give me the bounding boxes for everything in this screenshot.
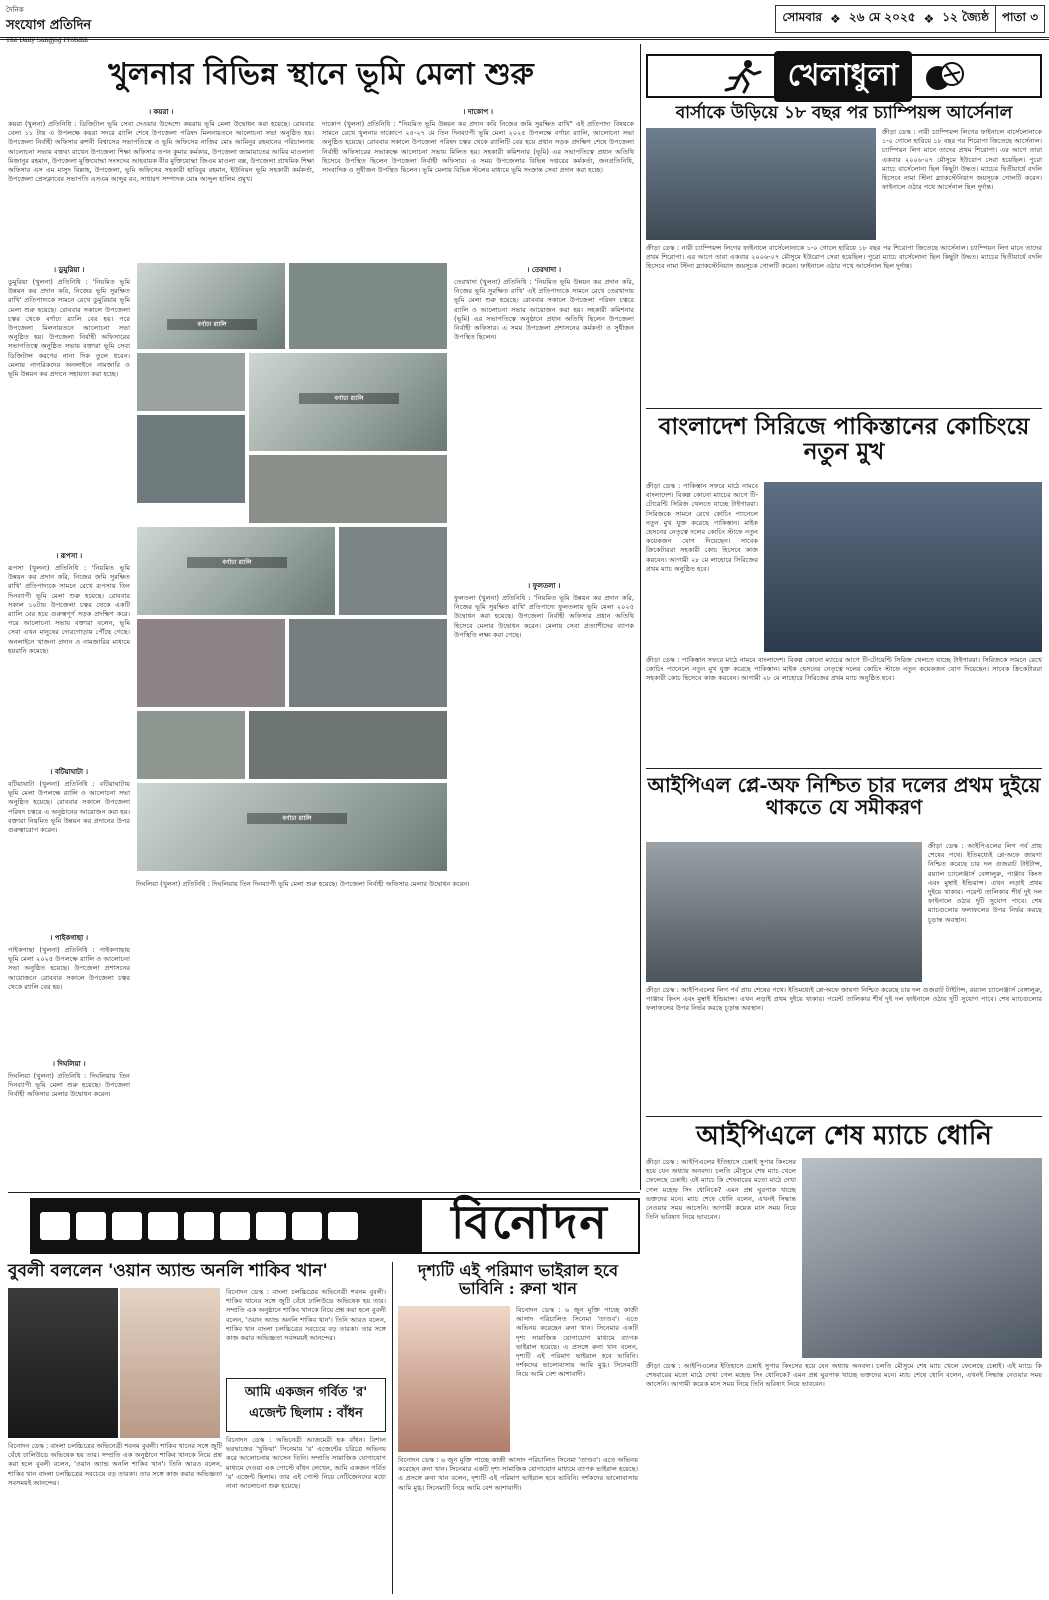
rally-photo-5 — [136, 414, 246, 504]
column-divider — [392, 1262, 393, 1594]
weekday: সোমবার — [782, 10, 823, 24]
dighalia-subhead: । দিঘলিয়া । — [52, 1060, 86, 1068]
arsenal-text: ক্রীড়া ডেস্ক : নারী চ্যাম্পিয়ন্স লিগের ফাইনালে বার্সেলোনাকে ১-০ গোলে হারিয়ে ১৮ বছর পর শিরোপা জিতেছে আর্সেনাল। চ্যাম্পিয়ন লিগ মানে তাদের প্রথম শিরোপা। এর আগে তারা একবার ২০০৬-০৭ মৌসুমে ইউরোপ সেরা হয়েছিল। পুরো ম্যাচে বার্সেলোনা ছিল কিছুটা উদ্ধত। ম্যাচের দ্বিতীয়ার্ধে বদলি হিসেবে নামা স্টিনা ব্ল্যাকস্টেনিয়াস জয়সূচক গোলটি করেন। ফাইনালে ওঠার পথে আর্সেনাল ছিল দুর্দান্ত। — [646, 244, 1042, 271]
rally-photo-4 — [248, 352, 448, 452]
bangla-date: ১২ জ্যৈষ্ঠ — [942, 10, 989, 24]
bubly-text-right: বিনোদন ডেস্ক : বাংলা চলচ্চিত্রের অভিনেত্রী শবনম বুবলী। শাকিব খানের সঙ্গে জুটি বেঁধে ঢালিউডে অভিষেক হয় তার। সম্প্রতি এক অনুষ্ঠানে শাকিব খানকে নিয়ে প্রশ্ন করা হলে বুবলী বলেন, 'ওয়ান অ্যান্ড অনলি শাকিব খান'। তিনি আরও বলেন, শাকিব খান বাংলা চলচ্চিত্রের সবচেয়ে বড় তারকা। তার সঙ্গে কাজ করার অভিজ্ঞতা সবসময়ই আনন্দের। — [226, 1288, 386, 1343]
dhoni-headline: আইপিএলে শেষ ম্যাচে ধোনি — [696, 1121, 992, 1151]
separator-icon: ❖ — [923, 12, 935, 26]
rally-photo-2 — [288, 262, 448, 350]
ipl-headline: আইপিএল প্লে-অফ নিশ্চিত চার দলের প্রথম দুইয়ে থাকতে যে সমীকরণ — [647, 773, 1041, 819]
dighalia-text: দিঘলিয়া (খুলনা) প্রতিনিধি : দিঘলিয়ায় তিন দিনব্যাপী ভূমি মেলা শুরু হয়েছে। উপজেলা নির্বাহী অফিসার মেলার উদ্বোধন করেন। — [8, 1072, 130, 1099]
page-header — [0, 0, 1049, 44]
sports-banner — [646, 54, 1042, 98]
ipl-text-right: ক্রীড়া ডেস্ক : আইপিএলের লিগ পর্ব প্রায় শেষের পথে। ইতিমধ্যেই প্লে-অফে জায়গা নিশ্চিত করেছে চার দল গুজরাট টাইটান্স, রয়্যাল চ্যালেঞ্জার্স বেঙ্গালুরু, পাঞ্জাব কিংস এবং মুম্বাই ইন্ডিয়ান্স। এখন লড়াই প্রথম দুইয়ে থাকার। পয়েন্ট তালিকার শীর্ষ দুই দল ফাইনালে ওঠার দুটি সুযোগ পাবে। শেষ ম্যাচগুলোর ফলাফলের উপর নির্ভর করছে চূড়ান্ত অবস্থান। — [928, 842, 1042, 924]
rally-banner-label: বর্ণাঢ্য র‍্যালি — [299, 393, 399, 404]
runner-icon — [724, 58, 762, 94]
batiaghata-text: বটিয়াঘাটা (খুলনা) প্রতিনিধি : বটিয়াঘাটায় ভূমি মেলা উপলক্ষে র‍্যালি ও আলোচনা সভা অনুষ্ঠিত হয়েছে। রোববার সকালে উপজেলা পরিষদ চত্বরে এ অনুষ্ঠানের আয়োজন করা হয়। বক্তারা নিয়মিত ভূমি উন্নয়ন কর প্রদানের উপর গুরুত্বারোপ করেন। — [8, 780, 130, 835]
pakistan-team-photo — [764, 482, 1042, 652]
section-divider — [646, 408, 1042, 409]
dhoni-text-left: ক্রীড়া ডেস্ক : আইপিএলের ইতিহাসে চেন্নাই সুপার কিংসের হয়ে যেন অধ্যায় অনবদ্য। চলতি মৌসুমে শেষ ম্যাচ খেলে ফেলেছে চেন্নাই। এই ম্যাচে কি শেষবারের মতো মাঠে দেখা গেল মহেন্দ্র সিং ধোনিকে? এমন প্রশ্ন ঘুরপাক খাচ্ছে ভক্তদের মনে। ম্যাচ শেষে ধোনি বলেন, এখনই সিদ্ধান্ত নেওয়ার সময় আসেনি। আগামী কয়েক মাস সময় নিয়ে তিনি ভবিষ্যৎ নিয়ে ভাববেন। — [646, 1158, 796, 1222]
rally-photo-6 — [248, 454, 448, 524]
batiaghata-subhead: । বটিয়াঘাটা । — [50, 768, 88, 776]
sports-banner-title: খেলাধুলা — [774, 51, 913, 102]
phultala-subhead: । ফুলতলা । — [527, 582, 561, 590]
rally-photo-1 — [136, 262, 286, 350]
shakib-photo — [8, 1288, 118, 1438]
pakistan-text: ক্রীড়া ডেস্ক : পাকিস্তান সফরে মাঠে নামবে বাংলাদেশ। বিকল্প কোনো ম্যাচের আগে টি-টোয়েন্টি সিরিজ খেলতে যাচ্ছে টাইগাররা। সিরিজকে সামনে রেখে কোচিং প্যানেলে নতুন মুখ যুক্ত করেছে পাকিস্তান। মাইক হেসনের নেতৃত্বে দলের কোচিং স্টাফে নতুন কয়েকজন যোগ দিয়েছেন। সাবেক ক্রিকেটাররা সহকারী কোচ হিসেবে কাজ করবেন। আগামী ২৮ মে লাহোরে সিরিজের প্রথম ম্যাচ অনুষ্ঠিত হবে। — [646, 656, 1042, 683]
koyra-subhead: । কয়রা । — [148, 108, 174, 116]
runa-headline: দৃশ্যটি এই পরিমাণ ভাইরাল হবে ভাবিনি : রুনা খান — [417, 1261, 618, 1298]
runa-text-right: বিনোদন ডেস্ক : ৬ জুন মুক্তি পাচ্ছে কাজী আসাদ পরিচালিত সিনেমা 'তাণ্ডব'। এতে অভিনয় করেছেন রুনা খান। সিনেমার একটি দৃশ্য সামাজিক যোগাযোগ মাধ্যমে ব্যাপক ভাইরাল হয়েছে। এ প্রসঙ্গে রুনা খান বলেন, দৃশ্যটি এই পরিমাণ ভাইরাল হবে ভাবিনি। দর্শকদের ভালোবাসায় আমি মুগ্ধ। সিনেমাটি নিয়ে আমি বেশ আশাবাদী। — [516, 1306, 638, 1379]
pakistan-headline: বাংলাদেশ সিরিজে পাকিস্তানের কোচিংয়ে নতুন মুখ — [658, 413, 1030, 466]
rally-photo-8 — [338, 526, 448, 616]
bubly-text: বিনোদন ডেস্ক : বাংলা চলচ্চিত্রের অভিনেত্রী শবনম বুবলী। শাকিব খানের সঙ্গে জুটি বেঁধে ঢালিউডে অভিষেক হয় তার। সম্প্রতি এক অনুষ্ঠানে শাকিব খানকে নিয়ে প্রশ্ন করা হলে বুবলী বলেন, 'ওয়ান অ্যান্ড অনলি শাকিব খান'। তিনি আরও বলেন, শাকিব খান বাংলা চলচ্চিত্রের সবচেয়ে বড় তারকা। তার সঙ্গে কাজ করার অভিজ্ঞতা সবসময়ই আনন্দের। — [8, 1442, 222, 1487]
arsenal-text-right: ক্রীড়া ডেস্ক : নারী চ্যাম্পিয়ন্স লিগের ফাইনালে বার্সেলোনাকে ১-০ গোলে হারিয়ে ১৮ বছর পর শিরোপা জিতেছে আর্সেনাল। চ্যাম্পিয়ন লিগ মানে তাদের প্রথম শিরোপা। এর আগে তারা একবার ২০০৬-০৭ মৌসুমে ইউরোপ সেরা হয়েছিল। পুরো ম্যাচে বার্সেলোনা ছিল কিছুটা উদ্ধত। ম্যাচের দ্বিতীয়ার্ধে বদলি হিসেবে নামা স্টিনা ব্ল্যাকস্টেনিয়াস জয়সূচক গোলটি করেন। ফাইনালে ওঠার পথে আর্সেনাল ছিল দুর্দান্ত। — [882, 128, 1042, 192]
rally-photo-3 — [136, 352, 246, 412]
dhoni-photo — [802, 1158, 1042, 1358]
masthead-small: দৈনিক — [6, 6, 24, 14]
runa-text: বিনোদন ডেস্ক : ৬ জুন মুক্তি পাচ্ছে কাজী আসাদ পরিচালিত সিনেমা 'তাণ্ডব'। এতে অভিনয় করেছেন রুনা খান। সিনেমার একটি দৃশ্য সামাজিক যোগাযোগ মাধ্যমে ব্যাপক ভাইরাল হয়েছে। এ প্রসঙ্গে রুনা খান বলেন, দৃশ্যটি এই পরিমাণ ভাইরাল হবে ভাবিনি। দর্শকদের ভালোবাসায় আমি মুগ্ধ। সিনেমাটি নিয়ে আমি বেশ আশাবাদী। — [398, 1456, 638, 1492]
terokhada-text: তেরখাদা (খুলনা) প্রতিনিধি : 'নিয়মিত ভূমি উন্নয়ন কর প্রদান করি, নিজের ভূমি সুরক্ষিত রাখি' এই প্রতিপাদ্যকে সামনে রেখে তেরখাদায় ভূমি মেলা শুরু হয়েছে। রোববার সকালে উপজেলা পরিষদ চত্বরে র‍্যালি ও আলোচনা সভার আয়োজন করা হয়। সহকারী কমিশনার (ভূমি) এর সভাপতিত্বে অনুষ্ঠানে প্রধান অতিথি ছিলেন উপজেলা নির্বাহী অফিসার। এ সময় উপজেলা প্রশাসনের কর্মকর্তা ও সুধীজন উপস্থিত ছিলেন। — [454, 278, 634, 342]
masthead-english: The Daily Sangjog Protidin — [6, 37, 88, 44]
dumuria-subhead: । ডুমুরিয়া । — [53, 266, 85, 274]
rally-photo-9 — [136, 618, 286, 708]
rally-photo-13 — [136, 782, 448, 872]
runa-khan-photo — [398, 1306, 510, 1452]
issue-date: ২৬ মে ২০২৫ — [848, 10, 916, 24]
rally-banner-label: বর্ণাঢ্য র‍্যালি — [247, 813, 347, 824]
rally-photo-11 — [136, 710, 246, 780]
koyra-section — [8, 104, 314, 270]
page-number: পাতা ৩ — [995, 6, 1044, 32]
rally-banner-label: বর্ণাঢ্য র‍্যালি — [167, 319, 257, 330]
entertainment-title: বিনোদন — [451, 1195, 609, 1249]
rupsha-text: রূপসা (খুলনা) প্রতিনিধি : 'নিয়মিত ভূমি উন্নয়ন কর প্রদান করি, নিজের জমি সুরক্ষিত রাখি' প্রতিপাদ্যকে সামনে রেখে রূপসায় তিন দিনব্যাপী ভূমি মেলা শুরু হয়েছে। রোববার সকাল ১০টায় উপজেলা চত্বর থেকে একটি র‍্যালি বের হয়ে গুরুত্বপূর্ণ সড়ক প্রদক্ষিণ করে। পরে আলোচনা সভায় বক্তারা বলেন, ভূমি সেবা এখন মানুষের দোরগোড়ায় পৌঁছে গেছে। অনলাইনে খাজনা প্রদান ও নামজারির মাধ্যমে হয়রানি কমেছে। — [8, 564, 130, 655]
paikgacha-subhead: । পাইকগাছা । — [49, 934, 89, 942]
rally-banner-label: বর্ণাঢ্য র‍্যালি — [187, 557, 287, 568]
paikgacha-text: পাইকগাছা (খুলনা) প্রতিনিধি : পাইকগাছায় ভূমি মেলা ২০২৫ উপলক্ষে র‍্যালি ও আলোচনা সভা অনুষ্ঠিত হয়েছে। উপজেলা প্রশাসনের আয়োজনে রোববার সকালে উপজেলা চত্বর থেকে র‍্যালি বের হয়। — [8, 946, 130, 991]
section-divider — [646, 768, 1042, 769]
pakistan-text-left: ক্রীড়া ডেস্ক : পাকিস্তান সফরে মাঠে নামবে বাংলাদেশ। বিকল্প কোনো ম্যাচের আগে টি-টোয়েন্টি সিরিজ খেলতে যাচ্ছে টাইগাররা। সিরিজকে সামনে রেখে কোচিং প্যানেলে নতুন মুখ যুক্ত করেছে পাকিস্তান। মাইক হেসনের নেতৃত্বে দলের কোচিং স্টাফে নতুন কয়েকজন যোগ দিয়েছেন। সাবেক ক্রিকেটাররা সহকারী কোচ হিসেবে কাজ করবেন। আগামী ২৮ মে লাহোরে সিরিজের প্রথম ম্যাচ অনুষ্ঠিত হবে। — [646, 482, 758, 573]
terokhada-subhead: । তেরখাদা । — [526, 266, 562, 274]
ladmela-photo-collage — [136, 262, 448, 872]
masthead-name: সংযোগ প্রতিদিন — [6, 18, 92, 33]
phultala-text: ফুলতলা (খুলনা) প্রতিনিধি : 'নিয়মিত ভূমি উন্নয়ন কর প্রদান করি, নিজের ভূমি সুরক্ষিত রাখি' প্রতিপাদ্যে ফুলতলায় ভূমি মেলা ২০২৫ উদ্বোধন করা হয়েছে। উপজেলা নির্বাহী অফিসার প্রধান অতিথি হিসেবে মেলার উদ্বোধন করেন। মেলায় সেবা প্রত্যাশীদের ব্যাপক উপস্থিতি লক্ষ্য করা গেছে। — [454, 594, 634, 639]
lead-right-column — [454, 262, 634, 884]
badhon-headline: আমি একজন গর্বিত 'র' এজেন্ট ছিলাম : বাঁধন — [226, 1378, 386, 1432]
arsenal-team-photo — [646, 128, 876, 240]
section-divider — [646, 1116, 1042, 1117]
dakop-section — [322, 104, 634, 270]
koyra-text: কয়রা (খুলনা) প্রতিনিধি : ডিজিটাল ভূমি সেবা দেওয়ার উদ্দেশ্যে কয়রায় ভূমি মেলা উদ্বোধন করা হয়েছে। রোববার বেলা ১১ টায় এ উপলক্ষে কয়রা সদরে র‍্যালি শেষে উপজেলা পরিষদ মিলনায়তনে আলোচনা সভা অনুষ্ঠিত হয়। উপজেলা নির্বাহী অফিসার রুশনী বিশ্বাসের সভাপতিত্বে ও ভূমি অফিসের নাজির মোঃ আমিনুর রহমানের পরিচালনায় আলোচনা সভায় বক্তব্য রাখেন উপজেলা শিক্ষা অফিসার তপন কুমার কর্মকার, উপজেলা জামায়াতের আমির মাওলানা মিজানুর রহমান, উপজেলা মুক্তিযোদ্ধা সংসদের আহবায়ক বীর মুক্তিযোদ্ধা জিএম মাওলা বক্স, উপজেলা প্রাথমিক শিক্ষা অফিসার এস এম মাসুদ বিল্লাহ, উপজেলা, ভূমি অফিসের সহকারী হাবিবুর রহমান, ইউনিয়ন ভূমি সহকারী কর্মকর্তা, উপজেলা প্রেসক্লাবের সভাপতি এসএম আব্দুর রব, সাধারণ সম্পাদক মোঃ আব্দুল হালিম প্রমুখ। — [8, 120, 314, 184]
separator-icon: ❖ — [830, 12, 841, 26]
arsenal-headline: বার্সাকে উড়িয়ে ১৮ বছর পর চ্যাম্পিয়ন্স আর্সেনাল — [675, 103, 1013, 123]
dhoni-text: ক্রীড়া ডেস্ক : আইপিএলের ইতিহাসে চেন্নাই সুপার কিংসের হয়ে যেন অধ্যায় অনবদ্য। চলতি মৌসুমে শেষ ম্যাচ খেলে ফেলেছে চেন্নাই। এই ম্যাচে কি শেষবারের মতো মাঠে দেখা গেল মহেন্দ্র সিং ধোনিকে? এমন প্রশ্ন ঘুরপাক খাচ্ছে ভক্তদের মনে। ম্যাচ শেষে ধোনি বলেন, এখনই সিদ্ধান্ত নেওয়ার সময় আসেনি। আগামী কয়েক মাস সময় নিয়ে তিনি ভবিষ্যৎ নিয়ে ভাববেন। — [646, 1362, 1042, 1389]
film-strip-icon — [32, 1200, 422, 1252]
dakop-subhead: । দাকোপ । — [462, 108, 494, 116]
rally-photo-12 — [248, 710, 448, 780]
ipl-captains-photo — [646, 842, 922, 982]
masthead-logo — [6, 4, 91, 44]
rupsha-subhead: । রূপসা । — [55, 552, 83, 560]
dumuria-text: ডুমুরিয়া (খুলনা) প্রতিনিধি : 'নিয়মিত ভূমি উন্নয়ন কর প্রদান করি, নিজের ভূমি সুরক্ষিত রাখি' প্রতিপাদ্যকে সামনে রেখে ডুমুরিয়ায় ভূমি মেলা শুরু হয়েছে। রোববার সকালে উপজেলা চত্বর থেকে বর্ণাঢ্য র‍্যালি বের হয়। পরে উপজেলা মিলনায়তনে আলোচনা সভা অনুষ্ঠিত হয়। উপজেলা নির্বাহী অফিসারের সভাপতিত্বে অনুষ্ঠিত সভায় বক্তারা ভূমি সেবা ডিজিটাল করণের নানা দিক তুলে ধরেন। মেলায় নাগরিকদের অনলাইনে নামজারি ও ভূমি উন্নয়ন কর প্রদানে সহায়তা করা হচ্ছে। — [8, 278, 130, 379]
bubly-headline: বুবলী বললেন 'ওয়ান অ্যান্ড অনলি শাকিব খান' — [8, 1261, 328, 1281]
dakop-text: দাকোপ (খুলনা) প্রতিনিধি : "নিয়মিত ভূমি উন্নয়ন কর প্রদান করি নিজের জমি সুরক্ষিত রাখি" এই প্রতিপাদ্য বিষয়কে সামনে রেখে খুলনার দাকোপে ২৫-২৭ মে তিন দিনব্যাপী ভূমি মেলা ২০২৫ উপলক্ষে বর্ণাঢ্য র‍্যালি, আলোচনা সভা অনুষ্ঠিত হয়েছে। রোববার সকালে উপজেলা পরিষদ চত্বর থেকে র‍্যালিটি বের হয়ে প্রধান সড়ক প্রদক্ষিণ শেষে উপজেলা নির্বাহী অফিসারের সভাকক্ষে আলোচনা সভায় মিলিত হয়। সহকারী কমিশনার (ভূমি) এর সভাপতিত্বে প্রধান অতিথি হিসেবে উপস্থিত ছিলেন উপজেলা নির্বাহী অফিসার। এ সময় উপজেলার বিভিন্ন দপ্তরের কর্মকর্তা, জনপ্রতিনিধি, সাংবাদিক ও সুধীজন উপস্থিত ছিলেন। ভূমি মেলায় বিভিন্ন স্টলের মাধ্যমে ভূমি সংক্রান্ত সেবা প্রদান করা হচ্ছে। — [322, 120, 634, 175]
ipl-text: ক্রীড়া ডেস্ক : আইপিএলের লিগ পর্ব প্রায় শেষের পথে। ইতিমধ্যেই প্লে-অফে জায়গা নিশ্চিত করেছে চার দল গুজরাট টাইটান্স, রয়্যাল চ্যালেঞ্জার্স বেঙ্গালুরু, পাঞ্জাব কিংস এবং মুম্বাই ইন্ডিয়ান্স। এখন লড়াই প্রথম দুইয়ে থাকার। পয়েন্ট তালিকার শীর্ষ দুই দল ফাইনালে ওঠার দুটি সুযোগ পাবে। শেষ ম্যাচগুলোর ফলাফলের উপর নির্ভর করছে চূড়ান্ত অবস্থান। — [646, 986, 1042, 1013]
entertainment-banner — [30, 1195, 640, 1254]
sports-ball-icon — [924, 58, 964, 94]
bubly-photo — [120, 1288, 220, 1438]
rally-photo-10 — [288, 618, 448, 708]
lead-headline: খুলনার বিভিন্ন স্থানে ভূমি মেলা শুরু — [108, 57, 534, 92]
date-box — [775, 5, 1045, 33]
rally-photo-7 — [136, 526, 336, 616]
column-divider — [640, 44, 641, 1190]
lead-left-column — [8, 262, 130, 1152]
badhon-text: বিনোদন ডেস্ক : অভিনেত্রী আজমেরী হক বাঁধন। বিশাল ভরদ্বাজের 'খুফিয়া' সিনেমায় 'র' এজেন্টের চরিত্রে অভিনয় করে আলোচনায় আসেন তিনি। সম্প্রতি সামাজিক যোগাযোগ মাধ্যমে দেওয়া এক পোস্টে বাঁধন লেখেন, আমি একজন গর্বিত 'র' এজেন্ট ছিলাম। তার এই পোস্ট নিয়ে নেটিজেনদের মধ্যে নানা আলোচনা শুরু হয়েছে। — [226, 1436, 386, 1491]
lead-bottom-text: দিঘলিয়া (খুলনা) প্রতিনিধি : দিঘলিয়ায় তিন দিনব্যাপী ভূমি মেলা শুরু হয়েছে। উপজেলা নির্বাহী অফিসার মেলার উদ্বোধন করেন। — [136, 880, 470, 888]
